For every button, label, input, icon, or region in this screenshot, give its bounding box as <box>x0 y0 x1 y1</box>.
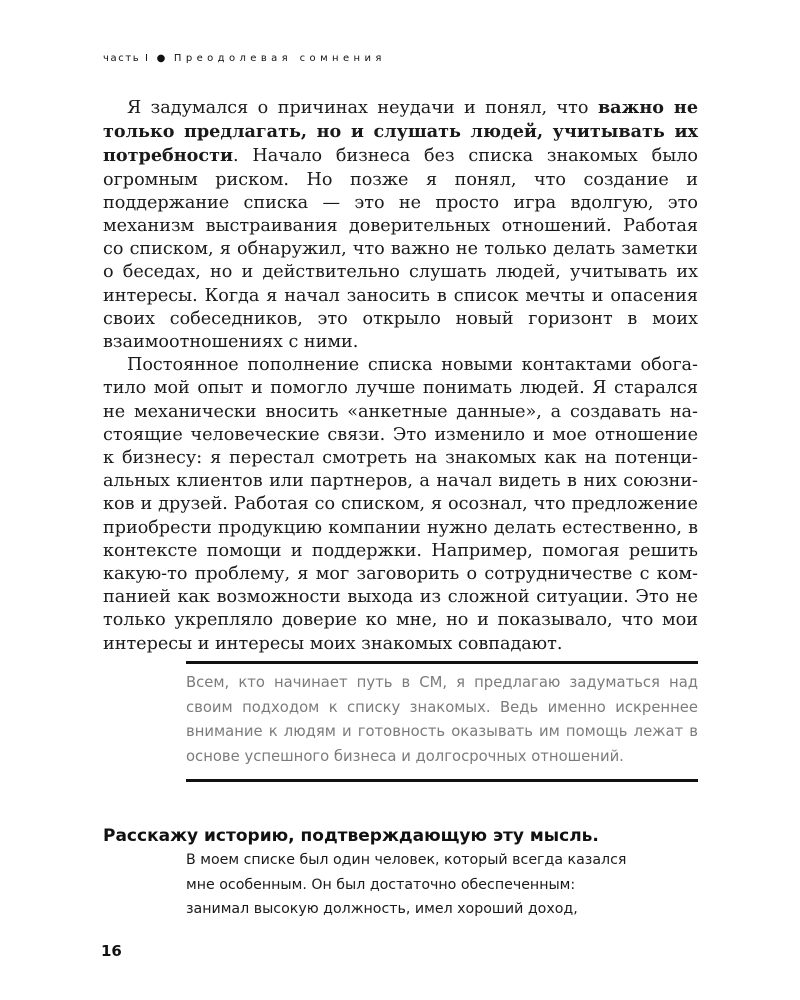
paragraph-1-start: Я задумался о причинах неудачи и понял, что <box>127 98 598 118</box>
story-line: мне особенным. Он был достаточно обеспеченным: <box>186 876 576 893</box>
page-number: 16 <box>101 942 122 960</box>
chapter-title: Преодолевая сомнения <box>173 53 386 64</box>
paragraph-1-emphasis: важно не только предлагать, но и слушать людей, учитывать их потребности <box>103 97 699 167</box>
paragraph-2: Постоянное пополнение списка новыми контактами обогатило мой опыт и помогло лучше понимать людей. Я старался не механически вносить «анкетные данные», а создавать настоящие человеческие связи. Это изменило и мое отношение к бизнесу: я перестал смотреть на знакомых как на потенциальных клиентов или партнеров, а начал видеть в них союзников и друзей. Работая со списком, я осознал, что предложение приобрести продукцию компании нужно делать естественно, в контексте помощи и поддержки. Например, помогая решить какую-то проблему, я мог заговорить о сотрудничестве с компанией как возможности выхода из сложной ситуации. Это не только укрепляло доверие ко мне, но и показывало, что мои интересы и интересы моих знакомых совпадают. <box>103 355 698 654</box>
callout-box <box>186 661 698 782</box>
story-heading: Расскажу историю, подтверждающую эту мысль. <box>103 826 599 846</box>
running-head <box>103 53 386 64</box>
callout-text: Всем, кто начинает путь в СМ, я предлагаю задуматься над своим подходом к списку знакомых. Ведь именно искреннее внимание к людям и готовность оказывать им помощь лежат в основе успешного бизнеса и долгосрочных отношений. <box>186 674 698 765</box>
part-label: часть I <box>103 53 150 64</box>
story-line: занимал высокую должность, имел хороший доход, <box>186 901 578 918</box>
body-text <box>103 96 698 656</box>
paragraph-1 <box>103 96 698 354</box>
story-text <box>186 848 627 922</box>
bullet-separator: ● <box>156 53 167 64</box>
paragraph-1-rest: . Начало бизнеса без списка знакомых было огромным риском. Но позже я понял, что создание и поддержание списка — это не просто игра вдолгую, это механизм выстраивания доверительных отношений. Работая со списком, я обнаружил, что важно не только делать заметки о беседах, но и действительно слушать людей, учитывать их интересы. Когда я начал заносить в список мечты и опасения своих собеседников, это открыло новый горизонт в моих взаимоотношениях с ними. <box>103 146 698 353</box>
story-line: В моем списке был один человек, который всегда казался <box>186 852 627 868</box>
